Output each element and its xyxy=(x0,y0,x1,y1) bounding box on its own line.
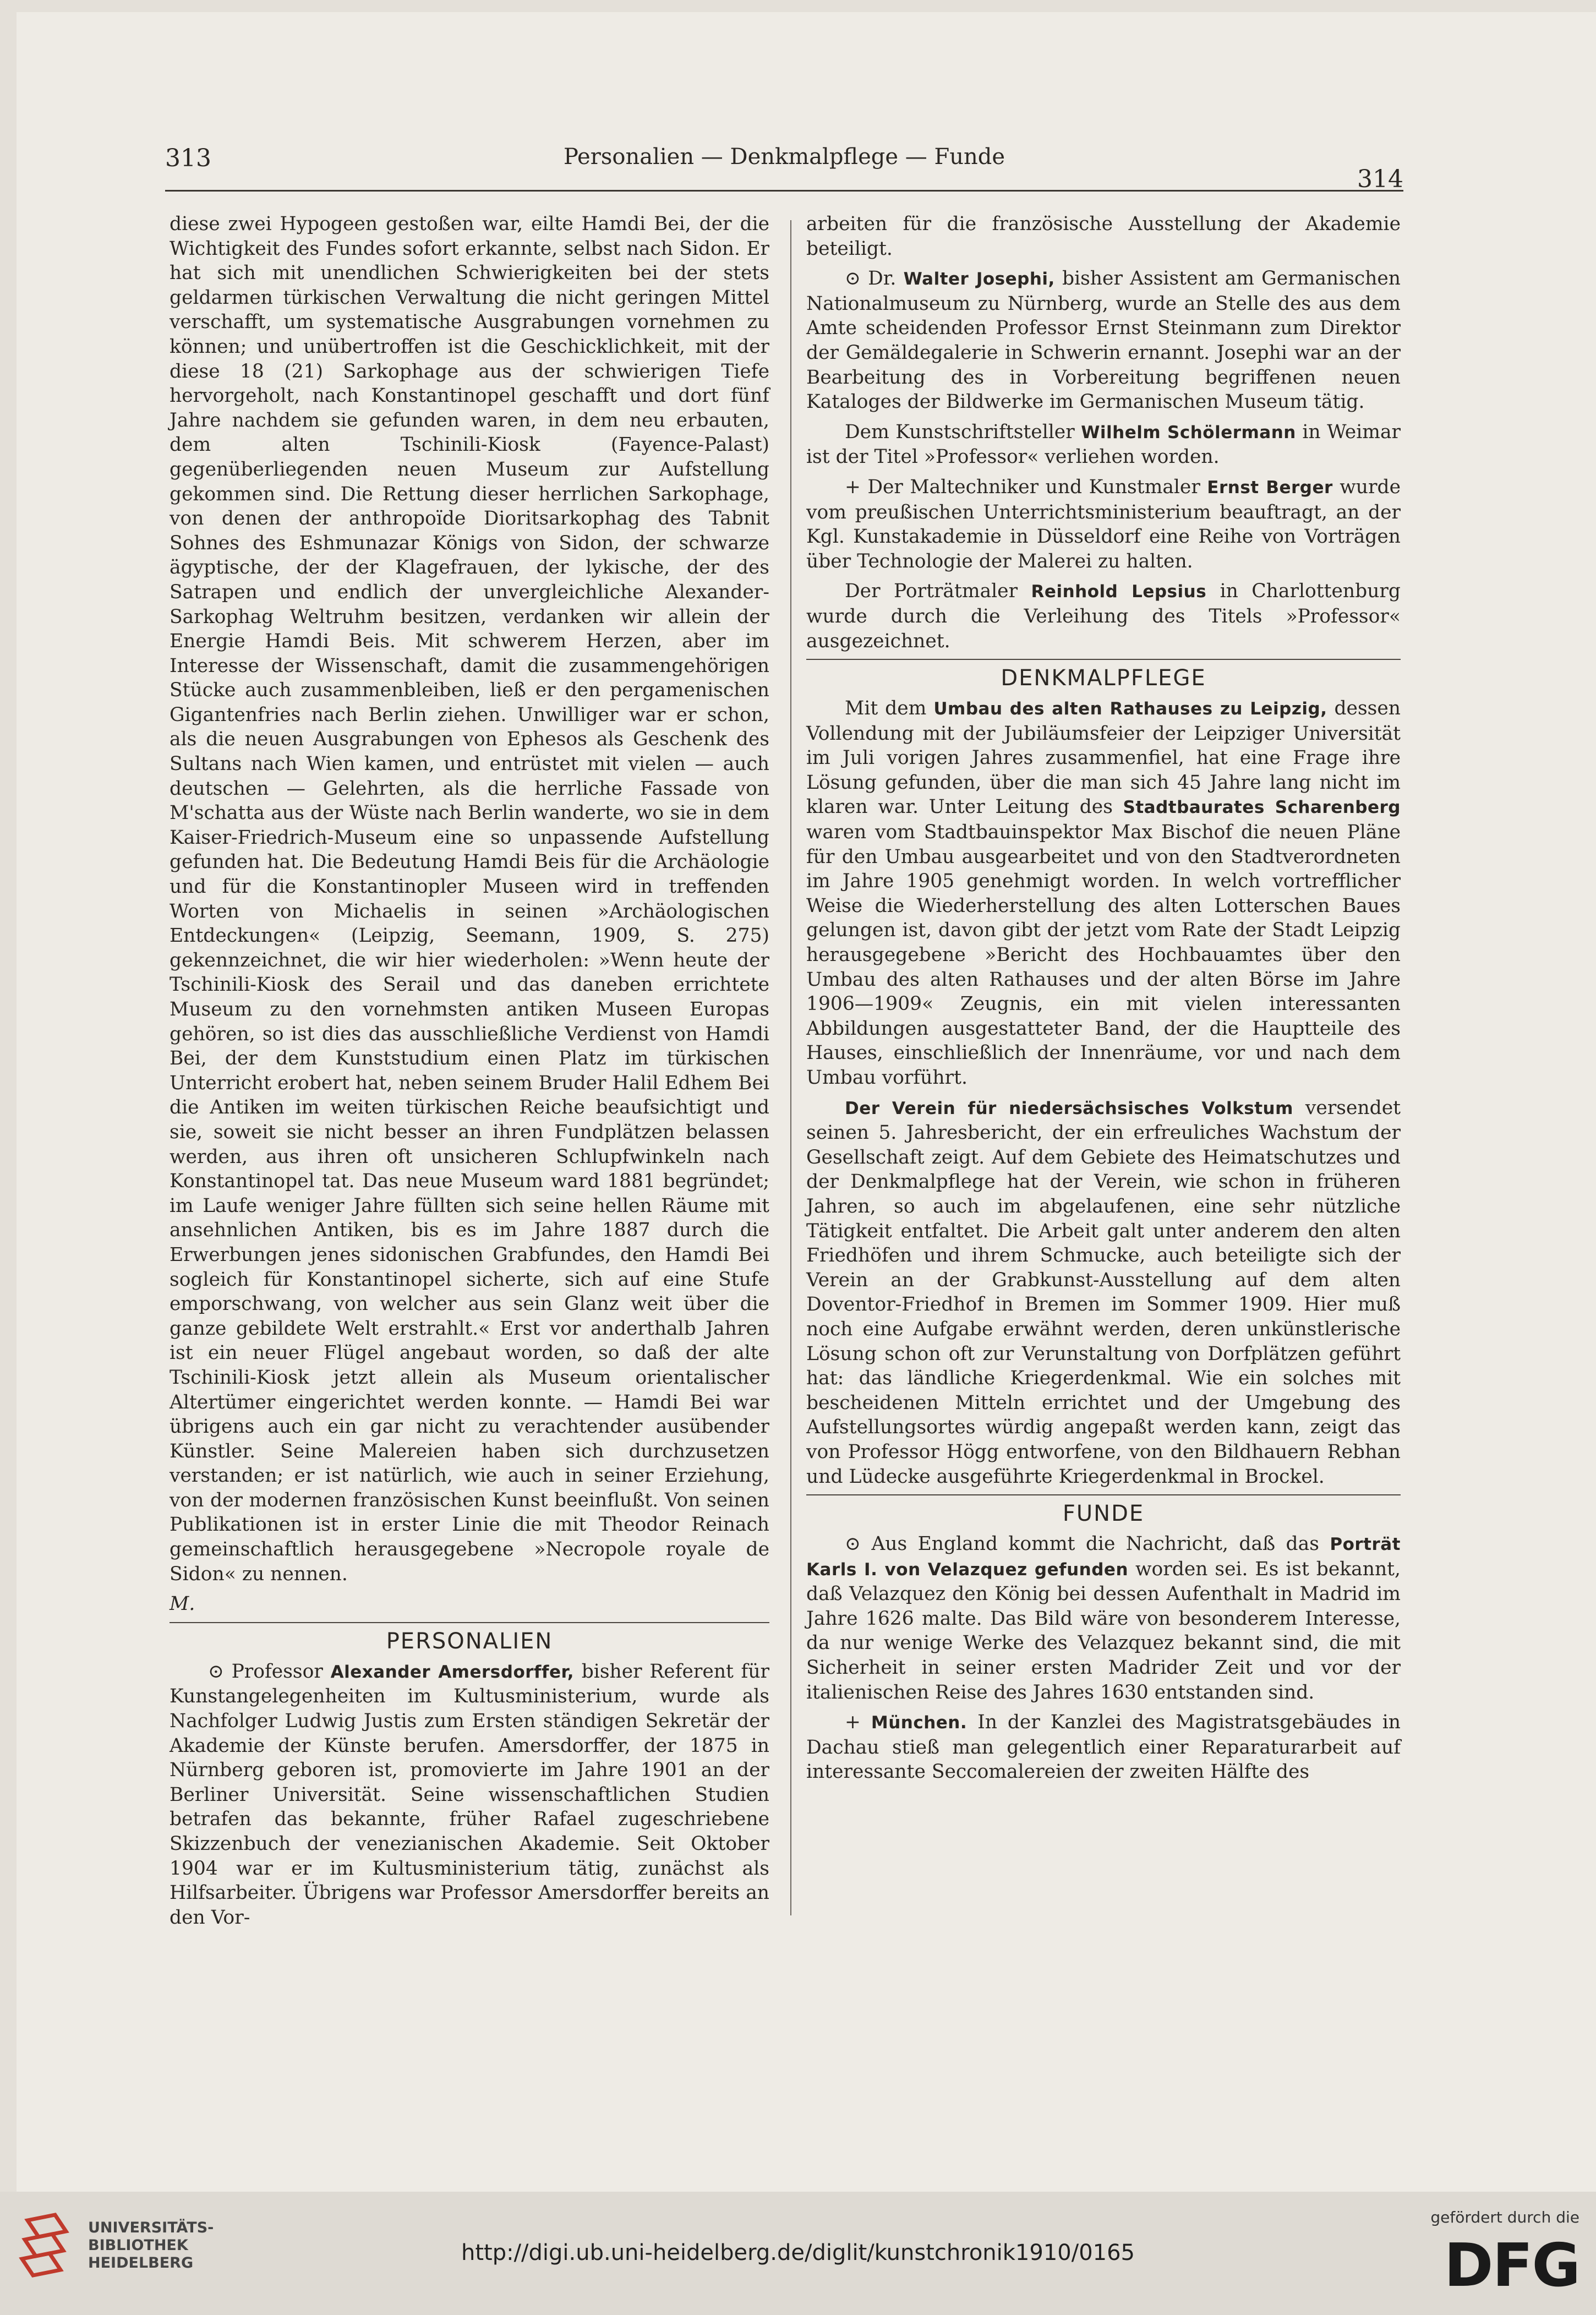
section-rule xyxy=(170,1622,769,1623)
lead-text: Dem Kunstschriftsteller xyxy=(845,421,1075,443)
muenchen-paragraph xyxy=(806,1710,1401,1784)
body-text: In der Kanzlei des Magistratsgebäudes in Dachau stieß man gelegentlich einer Reparaturarbeit auf interessante Seccomalereien der zweiten Hälfte des xyxy=(806,1711,1401,1783)
library-name-line: HEIDELBERG xyxy=(88,2254,194,2272)
schoelermann-paragraph xyxy=(806,420,1401,469)
column-divider xyxy=(790,220,791,1915)
josephi-paragraph xyxy=(806,266,1401,414)
velazquez-paragraph xyxy=(806,1532,1401,1705)
section-heading-funde: FUNDE xyxy=(1062,1501,1145,1527)
left-column xyxy=(170,212,769,1935)
funded-by-label: gefördert durch die xyxy=(1430,2208,1579,2226)
leipzig-paragraph xyxy=(806,696,1401,1090)
running-head xyxy=(165,144,1403,193)
lead-text: ⊙ Dr. xyxy=(845,267,897,290)
subject-name: München. xyxy=(871,1713,968,1733)
lead-text: ⊙ Aus England kommt die Nachricht, daß das xyxy=(845,1533,1319,1555)
lead-text: ⊙ Professor xyxy=(208,1660,323,1683)
section-rule xyxy=(806,659,1401,660)
header-rule xyxy=(165,190,1403,192)
verein-paragraph xyxy=(806,1096,1401,1489)
section-heading-personalien: PERSONALIEN xyxy=(386,1628,553,1654)
body-text: dessen Vollendung mit der Jubiläumsfeier der Leipziger Universität im Juli vorigen Jahres zusammenfiel, hat eine Frage ihre Lösung gefunden, über die man sich 45 Jahre lang nicht im klaren war. Unter Leitung des xyxy=(806,697,1401,818)
body-text: bisher Assistent am Germanischen Nationalmuseum zu Nürnberg, wurde an Stelle des aus dem Amte scheidenden Professor Ernst Steinmann zum Direktor der Gemäldegalerie in Schwerin ernannt. Josephi war an der Bearbeitung des in Vorbereitung begriffenen neuen Kataloges der Bildwerke im Germanischen Museum tätig. xyxy=(806,267,1401,413)
library-name-line: UNIVERSITÄTS- xyxy=(88,2219,214,2236)
right-column xyxy=(806,212,1401,1790)
body-text: wurde vom preußischen Unterrichtsministerium beauftragt, an der Kgl. Kunstakademie in Düsseldorf eine Reihe von Vorträgen über Technologie der Malerei zu halten. xyxy=(806,476,1401,572)
person-name: Walter Josephi, xyxy=(903,269,1055,290)
person-name: Ernst Berger xyxy=(1207,477,1333,498)
signature: M. xyxy=(170,1593,195,1615)
subject-name: Porträt Karls I. von Velazquez gefunden xyxy=(806,1535,1401,1580)
hamdi-bei-paragraph: diese zwei Hypogeen gestoßen war, eilte Hamdi Bei, der die Wichtigkeit des Fundes sofort erkannte, selbst nach Sidon. Er hat sich mit unendlichen Schwierigkeiten bei der stets geldarmen türkischen Verwaltung die nicht geringen Mittel verschafft, um systematische Ausgrabungen vornehmen zu können; und unübertroffen ist die Geschicklichkeit, mit der diese 18 (21) Sarkophage aus der schwierigen Tiefe hervorgeholt, nach Konstantinopel geschafft und dort fünf Jahre nachdem sie gefunden waren, in dem neu erbauten, dem alten Tschinili-Kiosk (Fayence-Palast) gegenüberliegenden neuen Museum zur Aufstellung gekommen sind. Die Rettung dieser herrlichen Sarkophage, von denen der anthropoïde Dioritsarkophag des Tabnit Sohnes des Eshmunazar Königs von Sidon, der schwarze ägyptische, der der Klagefrauen, der lykische, der des Satrapen und endlich der unvergleichliche Alexander-Sarkophag Weltruhm besitzen, verdanken wir allein der Energie Hamdi Beis. Mit schwerem Herzen, aber im Interesse der Wissenschaft, damit die zusammengehörigen Stücke auch zusammenbleiben, ließ er den pergamenischen Gigantenfries nach Berlin ziehen. Unwilliger war er schon, als die neuen Ausgrabungen von Ephesos als Geschenk des Sultans nach Wien kamen, und entrüstet mit vielen — auch deutschen — Gelehrten, als die herrliche Fassade von M'schatta aus der Wüste nach Berlin wanderte, wo sie in dem Kaiser-Friedrich-Museum eine so unpassende Aufstellung gefunden hat. Die Bedeutung Hamdi Beis für die Archäologie und für die Konstantinopler Museen wird in treffenden Worten von Michaelis in seinen »Archäologischen Entdeckungen« (Leipzig, Seemann, 1909, S. 275) gekennzeichnet, die wir hier wiederholen: »Wenn heute der Tschinili-Kiosk des Serail und das daneben errichtete Museum zu den vornehmsten antiken Museen Europas gehören, so ist dies das ausschließliche Verdienst von Hamdi Bei, der dem Kunststudium einen Platz im türkischen Unterricht erobert hat, neben seinem Bruder Halil Edhem Bei die Antiken im weiten türkischen Reiche beaufsichtigt und sie, soweit sie nicht besser an ihren Fundplätzen belassen werden, aus ihren oft unsicheren Schlupfwinkeln nach Konstantinopel tat. Das neue Museum ward 1881 begründet; im Laufe weniger Jahre füllten sich seine hellen Räume mit ansehnlichen Antiken, bis es im Jahre 1887 durch die Erwerbungen jenes sidonischen Grabfundes, den Hamdi Bei sogleich für Konstantinopel sicherte, sich auf eine Stufe emporschwang, von welcher aus sein Glanz weit über die ganze gebildete Welt erstrahlt.« Erst vor anderthalb Jahren ist ein neuer Flügel angebaut worden, so daß der alte Tschinili-Kiosk jetzt allein als Museum orientalischer Altertümer eingerichtet werden konnte. — Hamdi Bei war übrigens auch ein gar nicht zu verachtender ausübender Künstler. Seine Malereien haben sich durchzusetzen verstanden; er ist natürlich, wie auch in seiner Erziehung, von der modernen französischen Kunst beeinflußt. Von seinen Publikationen ist in erster Linie die mit Theodor Reinach gemeinschaftlich herausgegebene »Necropole royale de Sidon« zu nennen. xyxy=(170,213,769,1585)
subject-name: Stadtbaurates Scharenberg xyxy=(1123,798,1401,818)
person-name: Reinhold Lepsius xyxy=(1031,582,1207,602)
body-text: versendet seinen 5. Jahresbericht, der ein erfreuliches Wachstum der Gesellschaft zeigt. Auf dem Gebiete des Heimatschutzes und der Denkmalpflege hat der Verein, wie schon in früheren Jahren, so auch im abgelaufenen, eine sehr nützliche Tätigkeit entfaltet. Die Arbeit galt unter anderem den alten Friedhöfen und ihrem Schmucke, auch beteiligte sich der Verein an der Grabkunst-Ausstellung auf dem alten Doventor-Friedhof in Bremen im Sommer 1909. Hier muß noch eine Aufgabe erwähnt werden, deren unkünstlerische Lösung schon oft zur Verunstaltung von Dorfplätzen geführt hat: das ländliche Kriegerdenkmal. Wie ein solches mit bescheidenen Mitteln errichtet und der Umgebung des Aufstellungsortes würdig angepaßt werden kann, zeigt das von Professor Högg entworfene, von den Bildhauern Rebhan und Lüdecke ausgeführte Kriegerdenkmal in Brockel. xyxy=(806,1096,1401,1488)
berger-paragraph xyxy=(806,475,1401,574)
body-text: worden sei. Es ist bekannt, daß Velazquez den König bei dessen Aufenthalt in Madrid im Jahre 1626 malte. Das Bild wäre von besonderem Interesse, da nur wenige Werke des Velazquez bekannt sind, die mit Sicherheit in seiner ersten Madrider Zeit und vor der italienischen Reise des Jahres 1630 entstanden sind. xyxy=(806,1558,1401,1704)
section-rule xyxy=(806,1494,1401,1495)
lepsius-paragraph xyxy=(806,579,1401,653)
lead-text: + Der Maltechniker und Kunstmaler xyxy=(845,476,1200,498)
body-text: in Charlottenburg wurde durch die Verleihung des Titels »Professor« ausgezeichnet. xyxy=(806,580,1401,652)
library-name-line: BIBLIOTHEK xyxy=(88,2237,188,2254)
amersdorffer-paragraph xyxy=(170,1659,769,1930)
page-number-right: 314 xyxy=(1357,165,1403,193)
permalink-url[interactable]: http://digi.ub.uni-heidelberg.de/diglit/kunstchronik1910/0165 xyxy=(461,2240,1135,2265)
subject-name: Der Verein für niedersächsisches Volkstum xyxy=(845,1098,1293,1118)
subject-name: Umbau des alten Rathauses zu Leipzig, xyxy=(933,699,1327,719)
page-number-left: 313 xyxy=(165,144,211,172)
body-text: waren vom Stadtbauinspektor Max Bischof die neuen Pläne für den Umbau ausgearbeitet und von den Stadtverordneten im Jahre 1905 genehmigt worden. In welch vortrefflicher Weise die Wiederherstellung des alten Lotterschen Baues gelungen ist, davon gibt der jetzt vom Rate der Stadt Leipzig herausgegebene »Bericht des Hochbauamtes über den Umbau des alten Rathauses und der alten Börse im Jahre 1906—1909« Zeugnis, ein mit vielen interessanten Abbildungen ausgestatteter Band, der die Hauptteile des Hauses, einschließlich der Innenräume, vor und nach dem Umbau vorführt. xyxy=(806,821,1401,1089)
running-title: Personalien — Denkmalpflege — Funde xyxy=(563,144,1005,170)
lead-text: Der Porträtmaler xyxy=(845,580,1018,603)
lead-text: Mit dem xyxy=(845,697,927,720)
digitization-footer xyxy=(0,2192,1596,2315)
continuation-paragraph: arbeiten für die französische Ausstellung der Akademie beteiligt. xyxy=(806,213,1401,260)
body-text: bisher Referent für Kunstangelegenheiten im Kultusministerium, wurde als Nachfolger Ludwig Justis zum Ersten ständigen Sekretär der Akademie der Künste berufen. Amersdorffer, der 1875 in Nürnberg geboren ist, promovierte im Jahre 1901 an der Berliner Universität. Seine wissenschaftlichen Studien betrafen das bekannte, früher Rafael zugeschriebene Skizzenbuch der venezianischen Akademie. Seit Oktober 1904 war er im Kultusministerium tätig, zunächst als Hilfsarbeiter. Übrigens war Professor Amersdorffer bereits an den Vor- xyxy=(170,1660,770,1929)
person-name: Alexander Amersdorffer, xyxy=(330,1662,575,1682)
dfg-logo: DFG xyxy=(1444,2231,1579,2300)
section-heading-denkmalpflege: DENKMALPFLEGE xyxy=(1001,665,1206,691)
body-text: in Weimar ist der Titel »Professor« verliehen worden. xyxy=(806,421,1401,468)
person-name: Wilhelm Schölermann xyxy=(1081,422,1296,443)
lead-text: + xyxy=(845,1711,861,1734)
